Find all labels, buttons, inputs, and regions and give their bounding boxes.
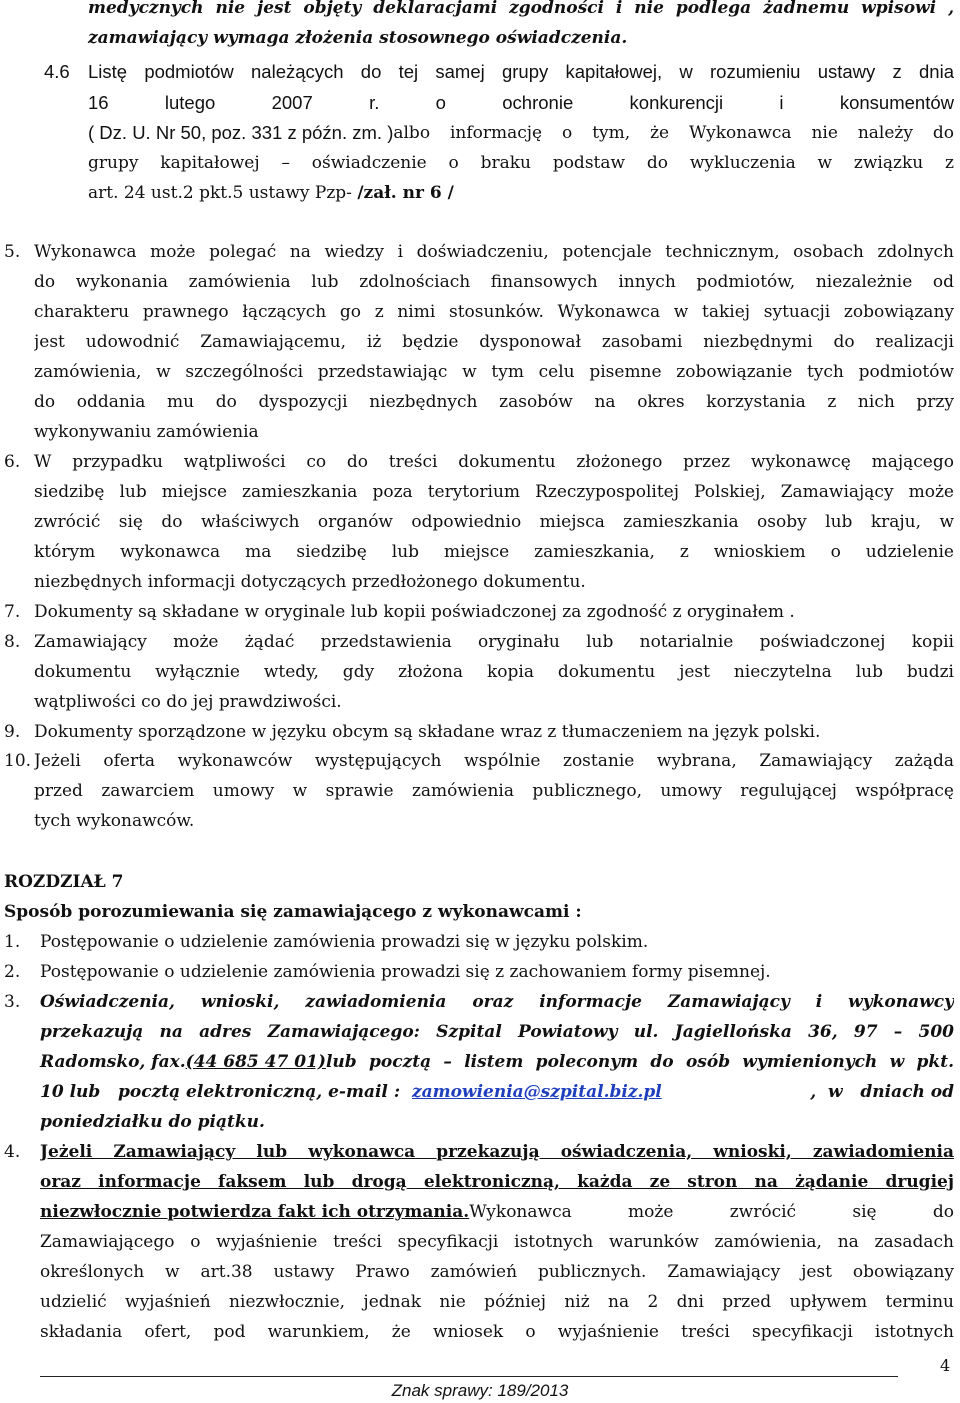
p5-number: 5.	[4, 242, 21, 262]
p9-line-1: Dokumenty sporządzone w języku obcym są składane wraz z tłumaczeniem na język polski.	[34, 722, 821, 742]
email-link[interactable]: zamowienia@szpital.biz.pl	[411, 1082, 662, 1102]
c4-line-3	[40, 1197, 954, 1227]
c3-line-1: Oświadczenia, wnioski, zawiadomienia oraz informacje Zamawiający i wykonawcy	[40, 992, 954, 1012]
p5-line-4: jest udowodnić Zamawiającemu, iż będzie dysponował zasobami niezbędnymi do realizacji	[34, 332, 954, 352]
p10-line-1: Jeżeli oferta wykonawców występujących wspólnie zostanie wybrana, Zamawiający zażąda	[34, 751, 954, 771]
c4-line-3-rest: Wykonawca może zwrócić się do	[469, 1202, 954, 1222]
item-4-6-line-3-rest: albo informację o tym, że Wykonawca nie należy do	[393, 123, 954, 143]
p9-number: 9.	[4, 722, 21, 742]
p10-line-3: tych wykonawców.	[34, 811, 195, 831]
case-reference: Znak sprawy: 189/2013	[391, 1381, 569, 1400]
c3-line-4-rest: , w dniach od	[810, 1082, 954, 1102]
p6-line-3: zwrócić się do właściwych organów odpowiednio miejsca zamieszkania osoby lub kraju, w	[34, 512, 954, 532]
item-4-6-line-5	[88, 178, 454, 208]
p10-number: 10.	[4, 751, 32, 771]
item-4-6-line-1: Listę podmiotów należących do tej samej grupy kapitałowej, w rozumieniu ustawy z dnia	[88, 61, 954, 82]
c4-line-4: Zamawiającego o wyjaśnienie treści specyfikacji istotnych warunków zamówienia, na zasadach	[40, 1232, 954, 1252]
p8-number: 8.	[4, 632, 21, 652]
item-4-6-number: 4.6	[44, 61, 70, 82]
item-4-6-line-2: 16 lutego 2007 r. o ochronie konkurencji i konsumentów	[88, 92, 954, 113]
c3-line-4	[40, 1077, 954, 1107]
p6-line-1: W przypadku wątpliwości co do treści dokumentu złożonego przez wykonawcę mającego	[34, 452, 954, 472]
item-4-6-line-3	[88, 118, 954, 148]
p8-line-2: dokumentu wyłącznie wtedy, gdy złożona kopia dokumentu jest nieczytelna lub budzi	[34, 662, 954, 682]
page-number: 4	[940, 1356, 951, 1375]
c3-line-3	[40, 1047, 954, 1077]
c1-line-1: Postępowanie o udzielenie zamówienia prowadzi się w języku polskim.	[40, 932, 649, 952]
c4-line-7: składania ofert, pod warunkiem, że wniosek o wyjaśnienie treści specyfikacji istotnych	[40, 1322, 954, 1342]
p6-line-4: którym wykonawca ma siedzibę lub miejsce zamieszkania, z wnioskiem o udzielenie	[34, 542, 954, 562]
p7-number: 7.	[4, 602, 21, 622]
p6-line-5: niezbędnych informacji dotyczących przedłożonego dokumentu.	[34, 572, 586, 592]
carry-line-1: medycznych nie jest objęty deklaracjami zgodności i nie podlega żadnemu wpisowi ,	[88, 0, 954, 18]
p5-line-5: zamówienia, w szczególności przedstawiając w tym celu pisemne zobowiązanie tych podmiotów	[34, 362, 954, 382]
c3-line-5: poniedziałku do piątku.	[40, 1112, 265, 1132]
c3-line-2: przekazują na adres Zamawiającego: Szpital Powiatowy ul. Jagiellońska 36, 97 – 500	[40, 1022, 954, 1042]
c4-line-1: Jeżeli Zamawiający lub wykonawca przekazują oświadczenia, wnioski, zawiadomienia	[40, 1142, 954, 1162]
p7-line-1: Dokumenty są składane w oryginale lub kopii poświadczonej za zgodność z oryginałem .	[34, 602, 795, 622]
chapter-title: ROZDZIAŁ 7	[4, 872, 124, 892]
c4-number: 4.	[4, 1142, 21, 1162]
p6-number: 6.	[4, 452, 21, 472]
p6-line-2: siedzibę lub miejsce zamieszkania poza terytorium Rzeczypospolitej Polskiej, Zamawiający może	[34, 482, 954, 502]
c4-line-6: udzielić wyjaśnień niezwłocznie, jednak nie później niż na 2 dni przed upływem terminu	[40, 1292, 954, 1312]
fax-number: (44 685 47 01)	[185, 1052, 326, 1072]
c2-line-1: Postępowanie o udzielenie zamówienia prowadzi się z zachowaniem formy pisemnej.	[40, 962, 771, 982]
c2-number: 2.	[4, 962, 21, 982]
p5-line-7: wykonywaniu zamówienia	[34, 422, 259, 442]
p8-line-3: wątpliwości co do jej prawdziwości.	[34, 692, 342, 712]
c4-line-2: oraz informacje faksem lub drogą elektroniczną, każda ze stron na żądanie drugiej	[40, 1172, 954, 1192]
item-4-6-line-5-text: art. 24 ust.2 pkt.5 ustawy Pzp-	[88, 183, 358, 203]
p5-line-1: Wykonawca może polegać na wiedzy i doświadczeniu, potencjale technicznym, osobach zdolnych	[34, 242, 954, 262]
c3-line-3-rest: lub pocztą – listem poleconym do osób wymienionych w pkt.	[325, 1052, 954, 1072]
attachment-ref: /zał. nr 6 /	[357, 183, 454, 203]
p5-line-6: do oddania mu do dyspozycji niezbędnych zasobów na okres korzystania z nich przy	[34, 392, 954, 412]
c4-line-5: określonych w art.38 ustawy Prawo zamówień publicznych. Zamawiający jest obowiązany	[40, 1262, 954, 1282]
carry-line-2: zamawiający wymaga złożenia stosownego oświadczenia.	[88, 28, 628, 48]
p10-line-2: przed zawarciem umowy w sprawie zamówienia publicznego, umowy regulującej współpracę	[34, 781, 954, 801]
c1-number: 1.	[4, 932, 21, 952]
chapter-subtitle: Sposób porozumiewania się zamawiającego z wykonawcami :	[4, 902, 582, 922]
item-4-6-line-4: grupy kapitałowej – oświadczenie o braku podstaw do wykluczenia w związku z	[88, 153, 954, 173]
p5-line-2: do wykonania zamówienia lub zdolnościach finansowych innych podmiotów, niezależnie od	[34, 272, 954, 292]
c4-line-3-emphasis: niezwłocznie potwierdza fakt ich otrzymania.	[40, 1202, 470, 1222]
c3-number: 3.	[4, 992, 21, 1012]
footer-divider	[40, 1376, 898, 1377]
c3-email-label: 10 lub pocztą elektroniczną, e-mail :	[40, 1082, 412, 1102]
item-4-6-citation: ( Dz. U. Nr 50, poz. 331 z późn. zm. )	[88, 122, 394, 143]
c3-fax-label: Radomsko, fax.	[40, 1052, 186, 1072]
p5-line-3: charakteru prawnego łączących go z nimi stosunków. Wykonawca w takiej sytuacji zobowiązany	[34, 302, 954, 322]
p8-line-1: Zamawiający może żądać przedstawienia oryginału lub notarialnie poświadczonej kopii	[34, 632, 954, 652]
